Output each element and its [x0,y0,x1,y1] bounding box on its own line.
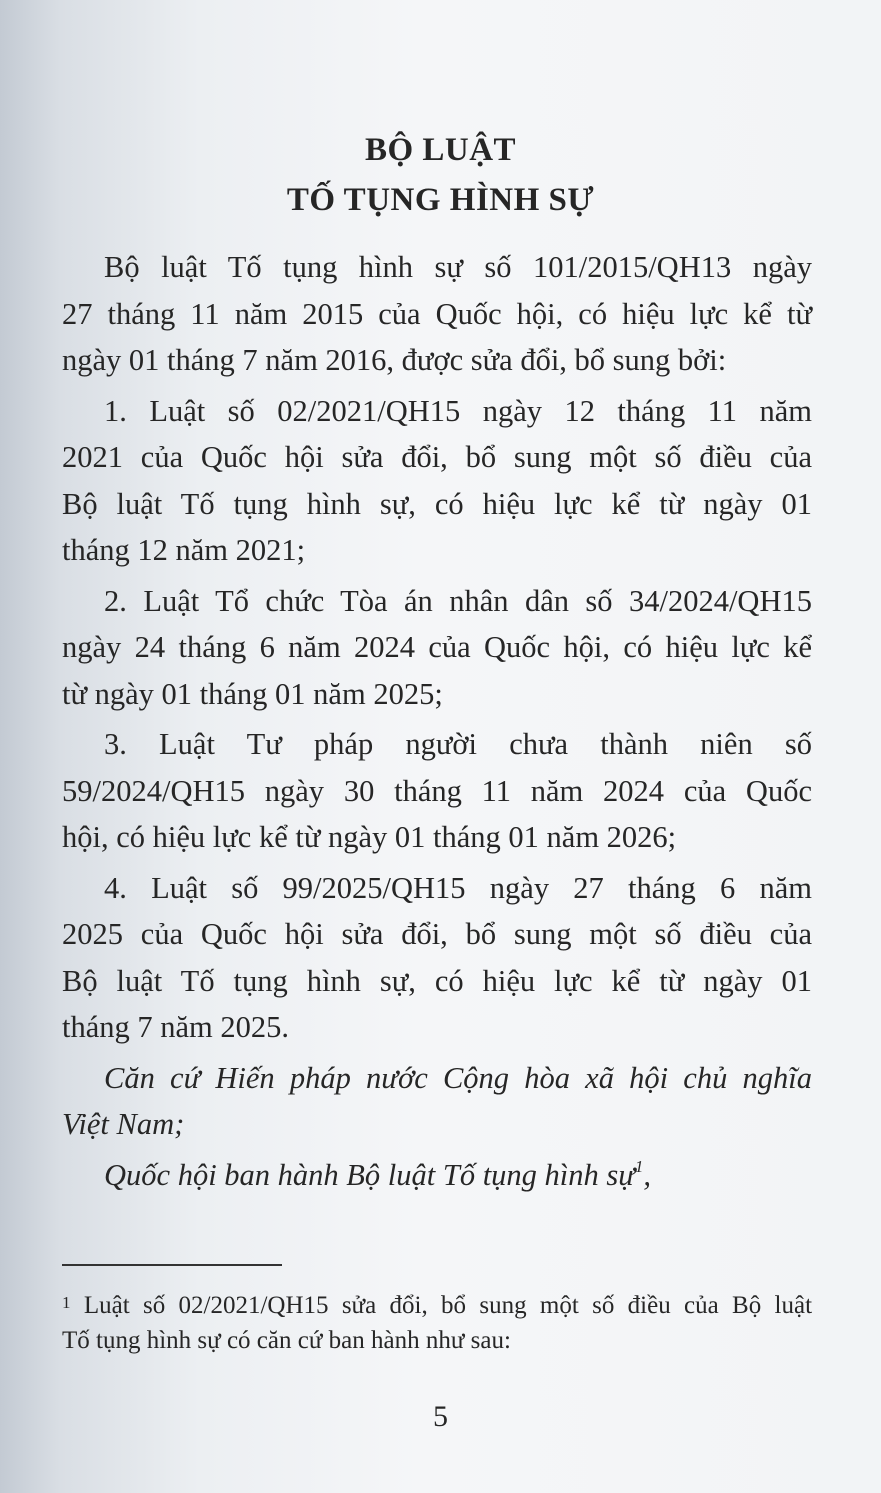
text-line: Việt Nam; [62,1107,185,1141]
amendment-item-1 [62,388,812,574]
footnote-line [62,1288,812,1323]
text-line: tháng 12 năm 2021; [62,533,306,567]
text-line: Bộ luật Tố tụng hình sự, có hiệu lực kể từ ngày 01 [62,963,812,998]
footnote [62,1288,812,1358]
footnote-text: Luật số 02/2021/QH15 sửa đổi, bổ sung một số điều của Bộ luật [83,1292,813,1319]
title-line-2: TỐ TỤNG HÌNH SỰ [286,182,595,218]
text-line: Bộ luật Tố tụng hình sự, có hiệu lực kể từ ngày 01 [62,486,812,521]
text-line: Bộ luật Tố tụng hình sự số 101/2015/QH13 ngày [104,250,812,284]
legal-basis [62,1055,812,1148]
text-line: 2. Luật Tổ chức Tòa án nhân dân số 34/2024/QH15 [104,583,812,618]
footnote-divider [62,1264,282,1266]
body-text [62,244,812,1202]
trailing-comma: , [643,1157,652,1192]
intro-paragraph [62,244,812,384]
text-line: 59/2024/QH15 ngày 30 tháng 11 năm 2024 của Quốc [62,773,812,808]
footnote-mark: 1 [62,1293,71,1312]
amendment-item-2 [62,578,812,718]
text-line: ngày 24 tháng 6 năm 2024 của Quốc hội, có hiệu lực kể [62,630,812,664]
text-line: hội, có hiệu lực kể từ ngày 01 tháng 01 năm 2026; [62,820,677,854]
text-line: 3. Luật Tư pháp người chưa thành niên số [104,727,812,761]
text-line: 27 tháng 11 năm 2015 của Quốc hội, có hiệu lực kể từ [62,296,812,331]
text-line: ngày 01 tháng 7 năm 2016, được sửa đổi, bổ sung bởi: [62,343,727,377]
text-line: tháng 7 năm 2025. [62,1010,290,1044]
text-line: 2021 của Quốc hội sửa đổi, bổ sung một số điều của [62,440,812,474]
footnote-ref[interactable]: 1 [634,1156,644,1176]
page-number: 5 [433,1400,448,1433]
text-line: 4. Luật số 99/2025/QH15 ngày 27 tháng 6 năm [104,870,812,905]
amendment-item-4 [62,865,812,1051]
text-line: từ ngày 01 tháng 01 năm 2025; [62,676,443,711]
text-line: 2025 của Quốc hội sửa đổi, bổ sung một số điều của [62,917,812,951]
enactment-clause [62,1152,812,1199]
title-line-1: BỘ LUẬT [364,132,517,168]
text-line: 1. Luật số 02/2021/QH15 ngày 12 tháng 11 năm [104,393,812,428]
text-line: Căn cứ Hiến pháp nước Cộng hòa xã hội chủ nghĩa [104,1060,812,1095]
amendment-item-3 [62,721,812,861]
enactment-text: Quốc hội ban hành Bộ luật Tố tụng hình sự [104,1157,635,1192]
footnote-line: Tố tụng hình sự có căn cứ ban hành như sau: [62,1327,511,1354]
text-line [62,1152,812,1199]
